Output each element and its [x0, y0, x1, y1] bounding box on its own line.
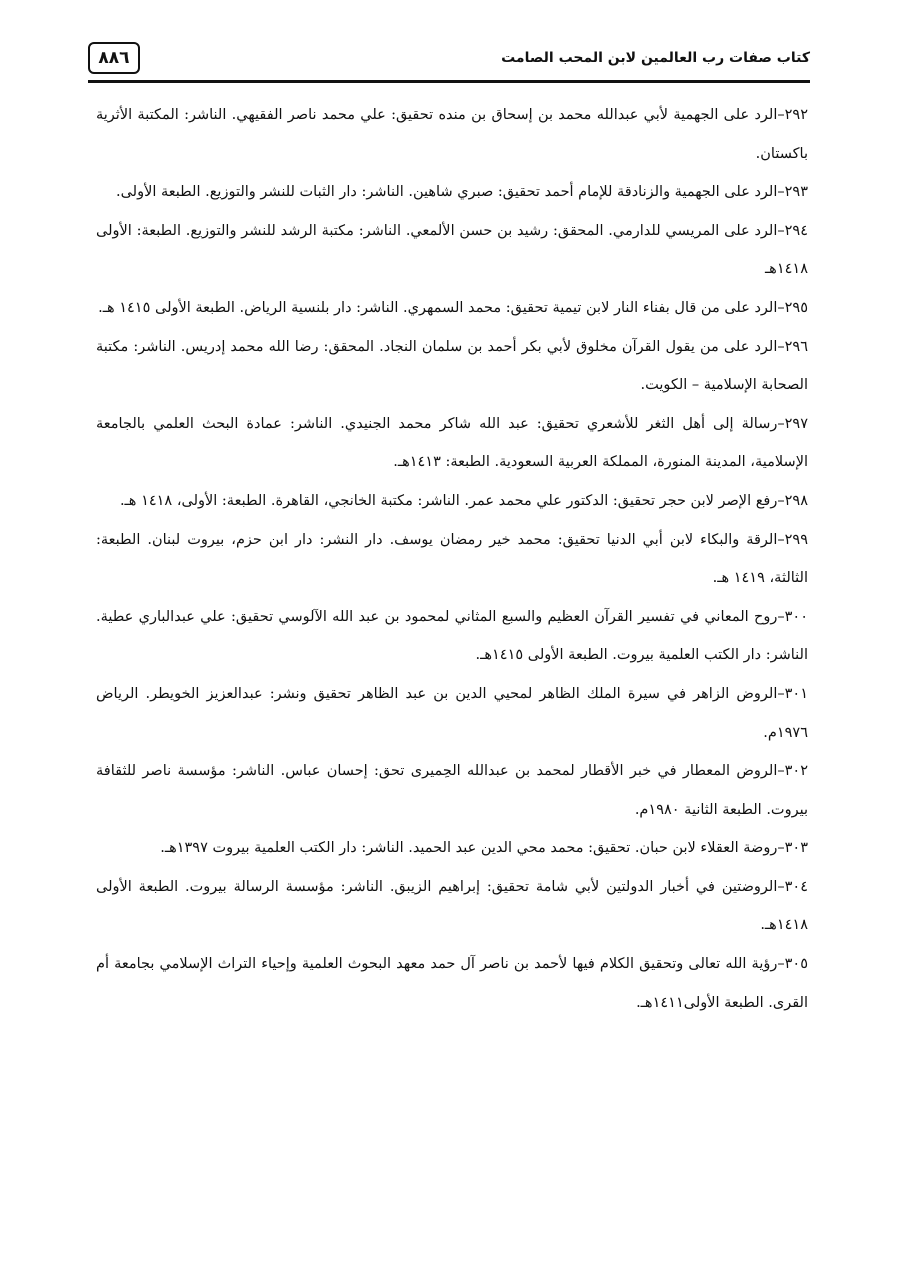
entry-number: ٣٠٥ [784, 956, 808, 973]
entry-number: ٣٠٤ [784, 878, 808, 895]
entry-number: ٣٠٣ [784, 840, 808, 857]
entry-text: –رؤية الله تعالى وتحقيق الكلام فيها لأحمد بن ناصر آل حمد معهد البحوث العلمية وإحياء التراث الإسلامي بجامعة أم القرى. الطبعة الأولى١٤١١هـ. [96, 956, 808, 1011]
entry-text: –رسالة إلى أهل الثغر للأشعري تحقيق: عبد الله شاكر محمد الجنيدي. الناشر: عمادة البحث العلمي بالجامعة الإسلامية، المدينة المنورة، المملكة العربية السعودية. الطبعة: ١٤١٣هـ. [96, 415, 808, 471]
bibliography-entry [96, 289, 808, 328]
entry-text: –الرد على المريسي للدارمي. المحقق: رشيد بن حسن الألمعي. الناشر: مكتبة الرشد للنشر والتوزيع. الطبعة: الأولى ١٤١٨هـ [96, 222, 808, 278]
bibliography-entry [96, 405, 808, 482]
entry-number: ٢٩٧ [784, 415, 808, 432]
entry-text: –الرد على الجهمية لأبي عبدالله محمد بن إسحاق بن منده تحقيق: علي محمد ناصر الفقيهي. الناشر: المكتبة الأثرية باكستان. [96, 107, 808, 162]
bibliography-entry [96, 482, 808, 521]
header-divider [88, 80, 810, 83]
entry-text: –الرقة والبكاء لابن أبي الدنيا تحقيق: محمد خير رمضان يوسف. دار النشر: دار ابن حزم، بيروت لبنان. الطبعة: الثالثة، ١٤١٩ هـ. [96, 531, 808, 587]
book-title: كتاب صفات رب العالمين لابن المحب الصامت [501, 50, 810, 66]
entry-number: ٣٠٠ [784, 608, 808, 625]
bibliography-entry [96, 868, 808, 945]
entry-text: –الروض المعطار في خبر الأقطار لمحمد بن عبدالله الحِميرى تحق: إحسان عباس. الناشر: مؤسسة ناصر للثقافة بيروت. الطبعة الثانية ١٩٨٠م. [96, 763, 808, 818]
entry-number: ٢٩٥ [784, 299, 808, 316]
bibliography-entry [96, 521, 808, 598]
entry-text: –الرد على الجهمية والزنادقة للإمام أحمد تحقيق: صبري شاهين. الناشر: دار الثبات للنشر والتوزيع. الطبعة الأولى. [115, 184, 785, 201]
bibliography-entry [96, 173, 808, 212]
entry-number: ٢٩٨ [784, 492, 808, 509]
bibliography-entry [96, 752, 808, 829]
entry-number: ٢٩٤ [784, 222, 808, 239]
bibliography-list [96, 96, 808, 1022]
bibliography-entry [96, 96, 808, 173]
entry-number: ٢٩٦ [784, 338, 808, 355]
entry-number: ٢٩٢ [784, 107, 808, 123]
entry-text: –الروضتين في أخبار الدولتين لأبي شامة تحقيق: إبراهيم الزيبق. الناشر: مؤسسة الرسالة بيروت. الطبعة الأولى ١٤١٨هـ. [96, 878, 808, 934]
entry-text: –الروض الزاهر في سيرة الملك الظاهر لمحيي الدين بن عبد الظاهر تحقيق ونشر: عبدالعزيز الخويطر. الرياض ١٩٧٦م. [96, 685, 808, 741]
entry-number: ٢٩٣ [784, 184, 808, 201]
entry-number: ٢٩٩ [784, 531, 808, 548]
bibliography-entry [96, 328, 808, 405]
entry-number: ٣٠١ [784, 685, 808, 702]
entry-text: –روح المعاني في تفسير القرآن العظيم والسبع المثاني لمحمود بن عبد الله الآلوسي تحقيق: علي عبدالباري عطية. الناشر: دار الكتب العلمية بيروت. الطبعة الأولى ١٤١٥هـ. [96, 608, 808, 664]
bibliography-entry [96, 212, 808, 289]
bibliography-entry [96, 829, 808, 868]
entry-number: ٣٠٢ [784, 763, 808, 780]
entry-text: –الرد على من قال بفناء النار لابن تيمية تحقيق: محمد السمهري. الناشر: دار بلنسية الرياض. الطبعة الأولى ١٤١٥ هـ. [98, 299, 785, 316]
bibliography-entry [96, 598, 808, 675]
bibliography-entry [96, 945, 808, 1022]
entry-text: –رفع الإصر لابن حجر تحقيق: الدكتور علي محمد عمر. الناشر: مكتبة الخانجي، القاهرة. الطبعة: الأولى، ١٤١٨ هـ. [119, 492, 785, 509]
page-header [88, 42, 810, 80]
entry-text: –الرد على من يقول القرآن مخلوق لأبي بكر أحمد بن سلمان النجاد. المحقق: رضا الله محمد إدريس. الناشر: مكتبة الصحابة الإسلامية – الكويت. [96, 338, 808, 394]
page-number: ٨٨٦ [88, 42, 140, 74]
entry-text: –روضة العقلاء لابن حبان. تحقيق: محمد محي الدين عبد الحميد. الناشر: دار الكتب العلمية بيروت ١٣٩٧هـ. [160, 840, 785, 857]
bibliography-entry [96, 675, 808, 752]
